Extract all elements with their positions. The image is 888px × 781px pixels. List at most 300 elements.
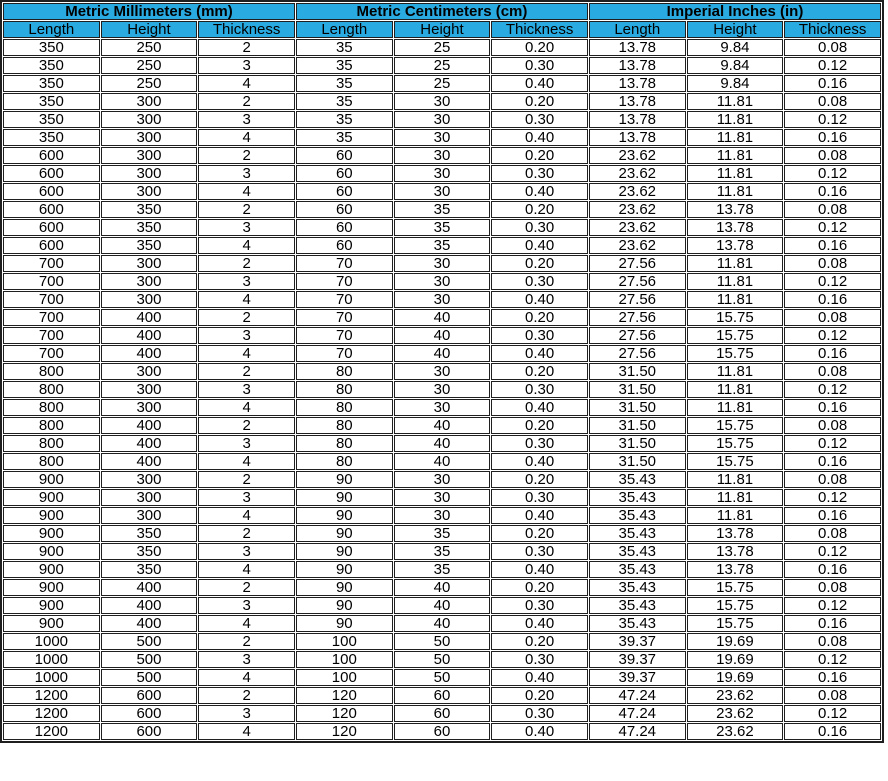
table-cell: 3 — [198, 489, 295, 506]
table-cell: 90 — [296, 543, 393, 560]
table-cell: 50 — [394, 669, 491, 686]
table-cell: 30 — [394, 471, 491, 488]
table-cell: 80 — [296, 381, 393, 398]
table-cell: 90 — [296, 597, 393, 614]
table-cell: 0.30 — [491, 57, 588, 74]
table-cell: 3 — [198, 111, 295, 128]
table-cell: 350 — [101, 525, 198, 542]
table-cell: 35.43 — [589, 579, 686, 596]
table-cell: 39.37 — [589, 669, 686, 686]
table-cell: 35 — [394, 561, 491, 578]
table-cell: 4 — [198, 291, 295, 308]
table-cell: 70 — [296, 345, 393, 362]
table-cell: 2 — [198, 309, 295, 326]
table-cell: 35 — [394, 237, 491, 254]
table-cell: 11.81 — [687, 93, 784, 110]
table-cell: 0.16 — [784, 507, 881, 524]
table-cell: 700 — [3, 327, 100, 344]
table-cell: 11.81 — [687, 147, 784, 164]
table-cell: 0.30 — [491, 435, 588, 452]
table-cell: 4 — [198, 669, 295, 686]
table-cell: 40 — [394, 579, 491, 596]
group-header-row — [3, 3, 881, 20]
table-cell: 3 — [198, 543, 295, 560]
table-cell: 3 — [198, 219, 295, 236]
table-cell: 40 — [394, 327, 491, 344]
table-cell: 70 — [296, 255, 393, 272]
table-cell: 70 — [296, 273, 393, 290]
table-cell: 4 — [198, 453, 295, 470]
table-cell: 700 — [3, 273, 100, 290]
table-cell: 250 — [101, 57, 198, 74]
table-cell: 400 — [101, 345, 198, 362]
table-cell: 300 — [101, 471, 198, 488]
table-cell: 11.81 — [687, 291, 784, 308]
table-row — [3, 381, 881, 398]
table-cell: 0.08 — [784, 39, 881, 56]
table-cell: 11.81 — [687, 381, 784, 398]
table-row — [3, 525, 881, 542]
table-cell: 350 — [3, 39, 100, 56]
table-row — [3, 597, 881, 614]
table-cell: 30 — [394, 273, 491, 290]
table-row — [3, 273, 881, 290]
table-cell: 35 — [394, 543, 491, 560]
table-cell: 13.78 — [687, 561, 784, 578]
table-cell: 11.81 — [687, 489, 784, 506]
table-cell: 0.40 — [491, 615, 588, 632]
table-cell: 27.56 — [589, 345, 686, 362]
table-cell: 0.08 — [784, 417, 881, 434]
table-cell: 35 — [296, 57, 393, 74]
table-cell: 19.69 — [687, 669, 784, 686]
table-cell: 11.81 — [687, 111, 784, 128]
table-cell: 60 — [296, 219, 393, 236]
table-row — [3, 489, 881, 506]
table-cell: 35 — [394, 525, 491, 542]
table-cell: 300 — [101, 381, 198, 398]
table-cell: 13.78 — [687, 219, 784, 236]
table-cell: 31.50 — [589, 399, 686, 416]
table-row — [3, 201, 881, 218]
column-header-thickness-mm: Thickness — [198, 21, 295, 38]
table-cell: 1000 — [3, 669, 100, 686]
table-cell: 15.75 — [687, 597, 784, 614]
table-cell: 27.56 — [589, 309, 686, 326]
table-cell: 900 — [3, 525, 100, 542]
table-cell: 300 — [101, 363, 198, 380]
table-cell: 0.08 — [784, 363, 881, 380]
table-cell: 0.08 — [784, 525, 881, 542]
table-cell: 300 — [101, 399, 198, 416]
table-cell: 350 — [101, 543, 198, 560]
table-row — [3, 39, 881, 56]
table-cell: 0.12 — [784, 597, 881, 614]
table-cell: 350 — [101, 219, 198, 236]
table-cell: 0.12 — [784, 705, 881, 722]
table-cell: 11.81 — [687, 363, 784, 380]
table-cell: 900 — [3, 471, 100, 488]
table-cell: 0.12 — [784, 273, 881, 290]
table-cell: 0.20 — [491, 525, 588, 542]
table-cell: 800 — [3, 453, 100, 470]
table-cell: 13.78 — [687, 543, 784, 560]
table-cell: 25 — [394, 57, 491, 74]
table-cell: 0.12 — [784, 489, 881, 506]
table-cell: 300 — [101, 111, 198, 128]
table-cell: 2 — [198, 687, 295, 704]
column-header-thickness-cm: Thickness — [491, 21, 588, 38]
table-cell: 0.20 — [491, 147, 588, 164]
table-header — [3, 3, 881, 38]
table-cell: 35.43 — [589, 543, 686, 560]
table-cell: 15.75 — [687, 453, 784, 470]
table-cell: 100 — [296, 669, 393, 686]
table-cell: 30 — [394, 291, 491, 308]
table-cell: 4 — [198, 723, 295, 740]
table-cell: 40 — [394, 615, 491, 632]
table-cell: 0.12 — [784, 327, 881, 344]
table-row — [3, 237, 881, 254]
table-cell: 11.81 — [687, 165, 784, 182]
table-cell: 60 — [296, 183, 393, 200]
table-cell: 700 — [3, 345, 100, 362]
table-cell: 500 — [101, 633, 198, 650]
table-cell: 800 — [3, 417, 100, 434]
table-cell: 900 — [3, 597, 100, 614]
table-cell: 800 — [3, 363, 100, 380]
table-cell: 31.50 — [589, 363, 686, 380]
table-cell: 900 — [3, 615, 100, 632]
table-row — [3, 327, 881, 344]
table-cell: 35.43 — [589, 615, 686, 632]
table-cell: 0.30 — [491, 327, 588, 344]
table-cell: 250 — [101, 39, 198, 56]
table-cell: 2 — [198, 255, 295, 272]
table-cell: 0.20 — [491, 309, 588, 326]
table-cell: 900 — [3, 561, 100, 578]
table-cell: 13.78 — [589, 39, 686, 56]
table-cell: 80 — [296, 417, 393, 434]
table-cell: 3 — [198, 57, 295, 74]
table-cell: 30 — [394, 93, 491, 110]
table-cell: 2 — [198, 525, 295, 542]
table-cell: 300 — [101, 291, 198, 308]
table-cell: 0.16 — [784, 237, 881, 254]
table-cell: 0.20 — [491, 201, 588, 218]
table-cell: 27.56 — [589, 255, 686, 272]
table-cell: 30 — [394, 255, 491, 272]
table-cell: 0.16 — [784, 399, 881, 416]
table-cell: 0.20 — [491, 417, 588, 434]
table-cell: 30 — [394, 129, 491, 146]
table-cell: 2 — [198, 417, 295, 434]
column-header-height-cm: Height — [394, 21, 491, 38]
table-cell: 9.84 — [687, 57, 784, 74]
table-cell: 2 — [198, 579, 295, 596]
table-row — [3, 345, 881, 362]
table-cell: 35 — [394, 219, 491, 236]
table-cell: 500 — [101, 669, 198, 686]
table-cell: 47.24 — [589, 723, 686, 740]
table-row — [3, 147, 881, 164]
table-cell: 0.30 — [491, 543, 588, 560]
table-cell: 90 — [296, 471, 393, 488]
table-cell: 0.16 — [784, 183, 881, 200]
table-cell: 60 — [394, 705, 491, 722]
table-cell: 600 — [3, 219, 100, 236]
column-header-length-mm: Length — [3, 21, 100, 38]
table-cell: 0.40 — [491, 129, 588, 146]
table-cell: 35.43 — [589, 597, 686, 614]
group-header-metric-cm: Metric Centimeters (cm) — [296, 3, 588, 20]
table-cell: 1000 — [3, 633, 100, 650]
table-cell: 60 — [394, 723, 491, 740]
table-row — [3, 579, 881, 596]
table-cell: 35.43 — [589, 561, 686, 578]
table-cell: 3 — [198, 273, 295, 290]
table-cell: 0.40 — [491, 507, 588, 524]
table-cell: 600 — [101, 705, 198, 722]
table-cell: 30 — [394, 147, 491, 164]
table-cell: 23.62 — [687, 723, 784, 740]
table-cell: 800 — [3, 435, 100, 452]
table-row — [3, 75, 881, 92]
table-cell: 70 — [296, 309, 393, 326]
table-cell: 35.43 — [589, 471, 686, 488]
table-cell: 0.08 — [784, 147, 881, 164]
table-row — [3, 219, 881, 236]
table-cell: 0.20 — [491, 633, 588, 650]
table-cell: 11.81 — [687, 129, 784, 146]
table-cell: 40 — [394, 309, 491, 326]
table-cell: 0.08 — [784, 471, 881, 488]
table-cell: 800 — [3, 399, 100, 416]
table-cell: 350 — [3, 111, 100, 128]
table-row — [3, 57, 881, 74]
table-cell: 50 — [394, 633, 491, 650]
table-cell: 13.78 — [687, 525, 784, 542]
table-cell: 4 — [198, 75, 295, 92]
table-cell: 30 — [394, 183, 491, 200]
table-cell: 3 — [198, 381, 295, 398]
table-cell: 2 — [198, 633, 295, 650]
table-row — [3, 399, 881, 416]
table-cell: 90 — [296, 561, 393, 578]
table-cell: 13.78 — [589, 75, 686, 92]
table-cell: 300 — [101, 183, 198, 200]
table-cell: 0.40 — [491, 291, 588, 308]
table-row — [3, 687, 881, 704]
table-row — [3, 633, 881, 650]
table-cell: 23.62 — [589, 237, 686, 254]
table-cell: 4 — [198, 399, 295, 416]
table-cell: 25 — [394, 75, 491, 92]
table-cell: 0.20 — [491, 255, 588, 272]
table-cell: 13.78 — [687, 201, 784, 218]
table-cell: 13.78 — [589, 57, 686, 74]
table-cell: 0.20 — [491, 39, 588, 56]
table-cell: 35.43 — [589, 525, 686, 542]
table-cell: 11.81 — [687, 255, 784, 272]
table-cell: 0.12 — [784, 165, 881, 182]
table-cell: 0.20 — [491, 687, 588, 704]
table-cell: 39.37 — [589, 633, 686, 650]
table-cell: 2 — [198, 363, 295, 380]
table-row — [3, 417, 881, 434]
table-cell: 900 — [3, 579, 100, 596]
table-cell: 0.16 — [784, 561, 881, 578]
table-cell: 700 — [3, 255, 100, 272]
table-cell: 3 — [198, 705, 295, 722]
table-cell: 15.75 — [687, 309, 784, 326]
table-cell: 90 — [296, 507, 393, 524]
table-cell: 0.20 — [491, 363, 588, 380]
table-cell: 15.75 — [687, 435, 784, 452]
table-cell: 0.16 — [784, 345, 881, 362]
table-cell: 35 — [296, 75, 393, 92]
table-cell: 60 — [394, 687, 491, 704]
table-row — [3, 705, 881, 722]
table-cell: 0.40 — [491, 399, 588, 416]
table-cell: 350 — [101, 201, 198, 218]
column-header-length-cm: Length — [296, 21, 393, 38]
table-cell: 100 — [296, 651, 393, 668]
table-cell: 350 — [101, 561, 198, 578]
table-row — [3, 291, 881, 308]
table-cell: 35 — [296, 111, 393, 128]
table-cell: 15.75 — [687, 579, 784, 596]
table-cell: 0.08 — [784, 93, 881, 110]
table-cell: 0.08 — [784, 255, 881, 272]
table-cell: 0.40 — [491, 75, 588, 92]
table-cell: 11.81 — [687, 507, 784, 524]
table-row — [3, 651, 881, 668]
table-cell: 600 — [3, 201, 100, 218]
table-row — [3, 93, 881, 110]
table-cell: 700 — [3, 309, 100, 326]
table-cell: 600 — [3, 237, 100, 254]
table-row — [3, 543, 881, 560]
table-cell: 13.78 — [589, 93, 686, 110]
table-cell: 0.12 — [784, 435, 881, 452]
table-cell: 2 — [198, 93, 295, 110]
table-cell: 0.30 — [491, 597, 588, 614]
table-cell: 0.12 — [784, 381, 881, 398]
table-cell: 80 — [296, 363, 393, 380]
table-cell: 500 — [101, 651, 198, 668]
table-cell: 0.30 — [491, 381, 588, 398]
table-cell: 27.56 — [589, 327, 686, 344]
table-cell: 19.69 — [687, 633, 784, 650]
table-row — [3, 561, 881, 578]
table-row — [3, 615, 881, 632]
table-cell: 400 — [101, 417, 198, 434]
table-cell: 900 — [3, 489, 100, 506]
table-cell: 0.40 — [491, 183, 588, 200]
table-cell: 0.40 — [491, 723, 588, 740]
table-cell: 15.75 — [687, 615, 784, 632]
table-cell: 0.20 — [491, 471, 588, 488]
table-cell: 35.43 — [589, 507, 686, 524]
table-cell: 60 — [296, 147, 393, 164]
table-row — [3, 111, 881, 128]
table-cell: 39.37 — [589, 651, 686, 668]
table-cell: 11.81 — [687, 399, 784, 416]
table-cell: 0.16 — [784, 129, 881, 146]
table-cell: 0.08 — [784, 633, 881, 650]
table-row — [3, 669, 881, 686]
table-cell: 50 — [394, 651, 491, 668]
table-cell: 0.30 — [491, 705, 588, 722]
table-cell: 0.08 — [784, 309, 881, 326]
table-cell: 350 — [3, 93, 100, 110]
column-header-height-in: Height — [687, 21, 784, 38]
table-cell: 0.16 — [784, 453, 881, 470]
table-cell: 600 — [3, 165, 100, 182]
table-cell: 0.30 — [491, 273, 588, 290]
table-cell: 2 — [198, 471, 295, 488]
table-cell: 15.75 — [687, 417, 784, 434]
table-cell: 23.62 — [687, 705, 784, 722]
table-cell: 90 — [296, 525, 393, 542]
table-cell: 40 — [394, 597, 491, 614]
table-row — [3, 435, 881, 452]
table-cell: 47.24 — [589, 705, 686, 722]
table-cell: 300 — [101, 273, 198, 290]
table-cell: 350 — [3, 57, 100, 74]
table-cell: 3 — [198, 327, 295, 344]
table-cell: 3 — [198, 165, 295, 182]
table-cell: 250 — [101, 75, 198, 92]
table-cell: 30 — [394, 489, 491, 506]
table-cell: 23.62 — [589, 165, 686, 182]
table-cell: 900 — [3, 507, 100, 524]
table-cell: 4 — [198, 507, 295, 524]
table-cell: 400 — [101, 615, 198, 632]
column-header-thickness-in: Thickness — [784, 21, 881, 38]
table-cell: 600 — [3, 183, 100, 200]
table-cell: 3 — [198, 597, 295, 614]
table-cell: 80 — [296, 435, 393, 452]
table-cell: 0.40 — [491, 453, 588, 470]
table-cell: 1200 — [3, 723, 100, 740]
table-cell: 31.50 — [589, 417, 686, 434]
table-cell: 30 — [394, 381, 491, 398]
table-cell: 1000 — [3, 651, 100, 668]
table-cell: 300 — [101, 507, 198, 524]
table-cell: 300 — [101, 255, 198, 272]
group-header-imperial-in: Imperial Inches (in) — [589, 3, 881, 20]
table-cell: 400 — [101, 453, 198, 470]
table-row — [3, 183, 881, 200]
table-cell: 2 — [198, 201, 295, 218]
table-cell: 23.62 — [589, 147, 686, 164]
table-cell: 1200 — [3, 705, 100, 722]
table-cell: 13.78 — [687, 237, 784, 254]
table-cell: 1200 — [3, 687, 100, 704]
table-cell: 0.16 — [784, 615, 881, 632]
table-cell: 40 — [394, 453, 491, 470]
table-cell: 40 — [394, 435, 491, 452]
table-cell: 350 — [3, 129, 100, 146]
table-cell: 300 — [101, 93, 198, 110]
table-cell: 30 — [394, 111, 491, 128]
table-cell: 120 — [296, 687, 393, 704]
table-cell: 0.30 — [491, 651, 588, 668]
table-cell: 35 — [394, 201, 491, 218]
table-cell: 0.12 — [784, 651, 881, 668]
